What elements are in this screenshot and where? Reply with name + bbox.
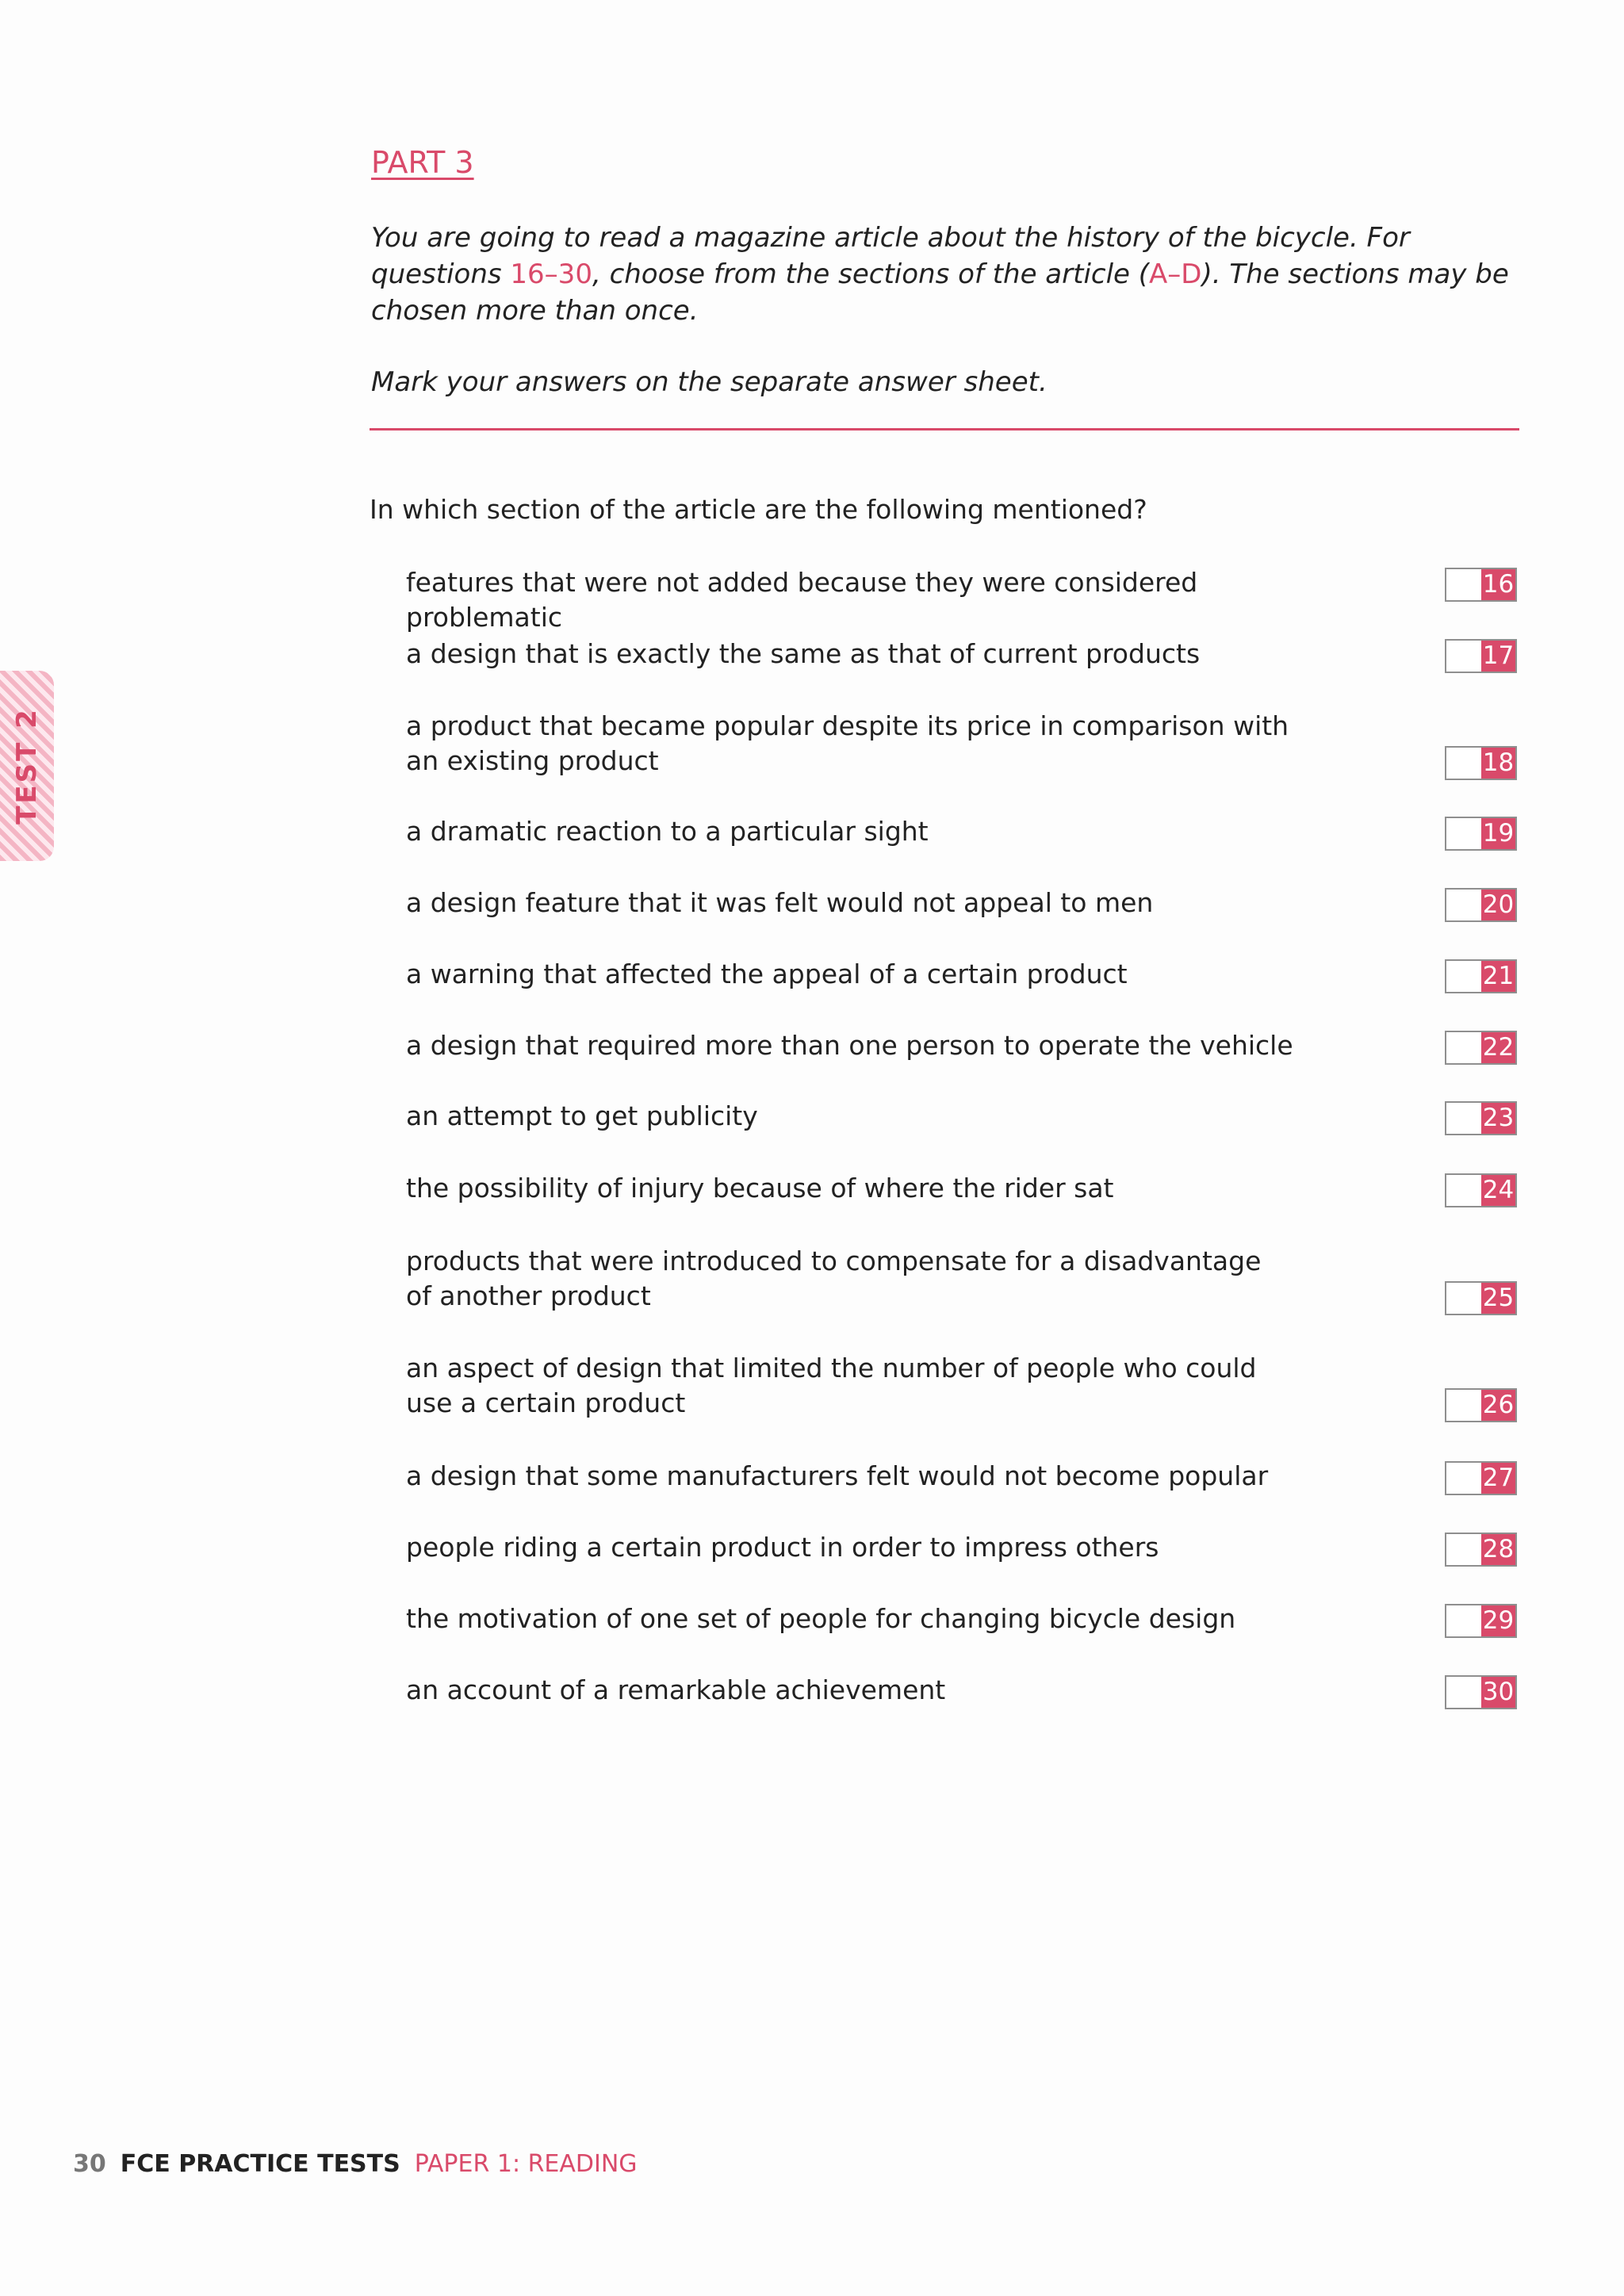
side-tab-label: TEST 2 xyxy=(11,707,43,825)
answer-field[interactable] xyxy=(1446,1175,1481,1206)
question-number: 20 xyxy=(1482,890,1515,919)
question-text-23: an attempt to get publicity xyxy=(406,1100,758,1131)
answer-field[interactable] xyxy=(1446,1032,1481,1063)
answer-box-26[interactable] xyxy=(1445,1388,1517,1422)
instructions-text-2: , choose from the sections of the article ( xyxy=(592,258,1150,290)
answer-field[interactable] xyxy=(1446,1677,1481,1708)
question-text-20: a design feature that it was felt would not appeal to men xyxy=(406,887,1154,918)
question-text-29: the motivation of one set of people for changing bicycle design xyxy=(406,1603,1236,1634)
question-number: 25 xyxy=(1482,1284,1515,1312)
question-text-19: a dramatic reaction to a particular sight xyxy=(406,816,929,847)
question-number: 30 xyxy=(1482,1678,1515,1706)
instructions-text-3: ). The sections may be chosen more than once. xyxy=(371,258,1509,327)
question-intro: In which section of the article are the following mentioned? xyxy=(370,494,1147,525)
part-title: PART 3 xyxy=(371,145,474,180)
page-number: 30 xyxy=(73,2150,106,2178)
answer-field[interactable] xyxy=(1446,1605,1481,1636)
page-footer xyxy=(73,2150,638,2178)
answer-field[interactable] xyxy=(1446,1390,1481,1421)
answer-box-17[interactable] xyxy=(1445,639,1517,673)
answer-field[interactable] xyxy=(1446,569,1481,600)
question-text-30: an account of a remarkable achievement xyxy=(406,1674,946,1705)
question-number: 18 xyxy=(1482,748,1515,777)
divider-rule xyxy=(370,428,1519,430)
answer-field[interactable] xyxy=(1446,641,1481,672)
question-number: 28 xyxy=(1482,1535,1515,1563)
answer-field[interactable] xyxy=(1446,818,1481,849)
answer-box-27[interactable] xyxy=(1445,1461,1517,1495)
answer-box-22[interactable] xyxy=(1445,1031,1517,1065)
question-number: 27 xyxy=(1482,1464,1515,1492)
question-number: 19 xyxy=(1482,819,1515,848)
answer-box-16[interactable] xyxy=(1445,568,1517,602)
answer-box-23[interactable] xyxy=(1445,1101,1517,1135)
question-text-17: a design that is exactly the same as that of current products xyxy=(406,638,1201,669)
answer-box-29[interactable] xyxy=(1445,1604,1517,1638)
question-text-27: a design that some manufacturers felt would not become popular xyxy=(406,1460,1269,1491)
question-text-28: people riding a certain product in order to impress others xyxy=(406,1532,1159,1563)
answer-box-21[interactable] xyxy=(1445,959,1517,993)
question-text-24: the possibility of injury because of where the rider sat xyxy=(406,1173,1114,1203)
answer-box-19[interactable] xyxy=(1445,817,1517,851)
question-number: 22 xyxy=(1482,1033,1515,1062)
question-range: 16–30 xyxy=(510,258,592,290)
question-text-22: a design that required more than one person to operate the vehicle xyxy=(406,1030,1293,1061)
question-number: 16 xyxy=(1482,570,1515,599)
instructions-text-1: You are going to read a magazine article about the history of the bicycle. For questions xyxy=(371,222,1410,290)
answer-field[interactable] xyxy=(1446,1463,1481,1494)
question-number: 29 xyxy=(1482,1606,1515,1635)
answer-field[interactable] xyxy=(1446,961,1481,992)
question-number: 21 xyxy=(1482,962,1515,990)
test-side-tab xyxy=(0,671,54,861)
section-letters: A–D xyxy=(1149,258,1202,290)
answer-sheet-note: Mark your answers on the separate answer sheet. xyxy=(371,366,1048,398)
question-number: 17 xyxy=(1482,641,1515,670)
answer-field[interactable] xyxy=(1446,890,1481,920)
answer-field[interactable] xyxy=(1446,1283,1481,1314)
answer-field[interactable] xyxy=(1446,1534,1481,1565)
question-number: 23 xyxy=(1482,1104,1515,1132)
answer-box-28[interactable] xyxy=(1445,1533,1517,1567)
answer-box-25[interactable] xyxy=(1445,1281,1517,1315)
book-title: FCE PRACTICE TESTS xyxy=(120,2150,400,2178)
answer-box-20[interactable] xyxy=(1445,888,1517,922)
question-text-25: products that were introduced to compensate for a disadvantage of another product xyxy=(406,1246,1262,1311)
paper-label: PAPER 1: READING xyxy=(414,2150,638,2178)
answer-box-18[interactable] xyxy=(1445,746,1517,780)
question-text-26: an aspect of design that limited the number of people who could use a certain product xyxy=(406,1353,1257,1418)
question-text-16: features that were not added because they were considered problematic xyxy=(406,567,1198,633)
answer-box-30[interactable] xyxy=(1445,1675,1517,1709)
answer-field[interactable] xyxy=(1446,748,1481,779)
question-text-18: a product that became popular despite its price in comparison with an existing product xyxy=(406,710,1289,776)
question-number: 24 xyxy=(1482,1176,1515,1204)
instructions xyxy=(371,220,1517,329)
answer-box-24[interactable] xyxy=(1445,1173,1517,1207)
question-text-21: a warning that affected the appeal of a certain product xyxy=(406,959,1128,989)
answer-field[interactable] xyxy=(1446,1103,1481,1134)
question-number: 26 xyxy=(1482,1391,1515,1419)
